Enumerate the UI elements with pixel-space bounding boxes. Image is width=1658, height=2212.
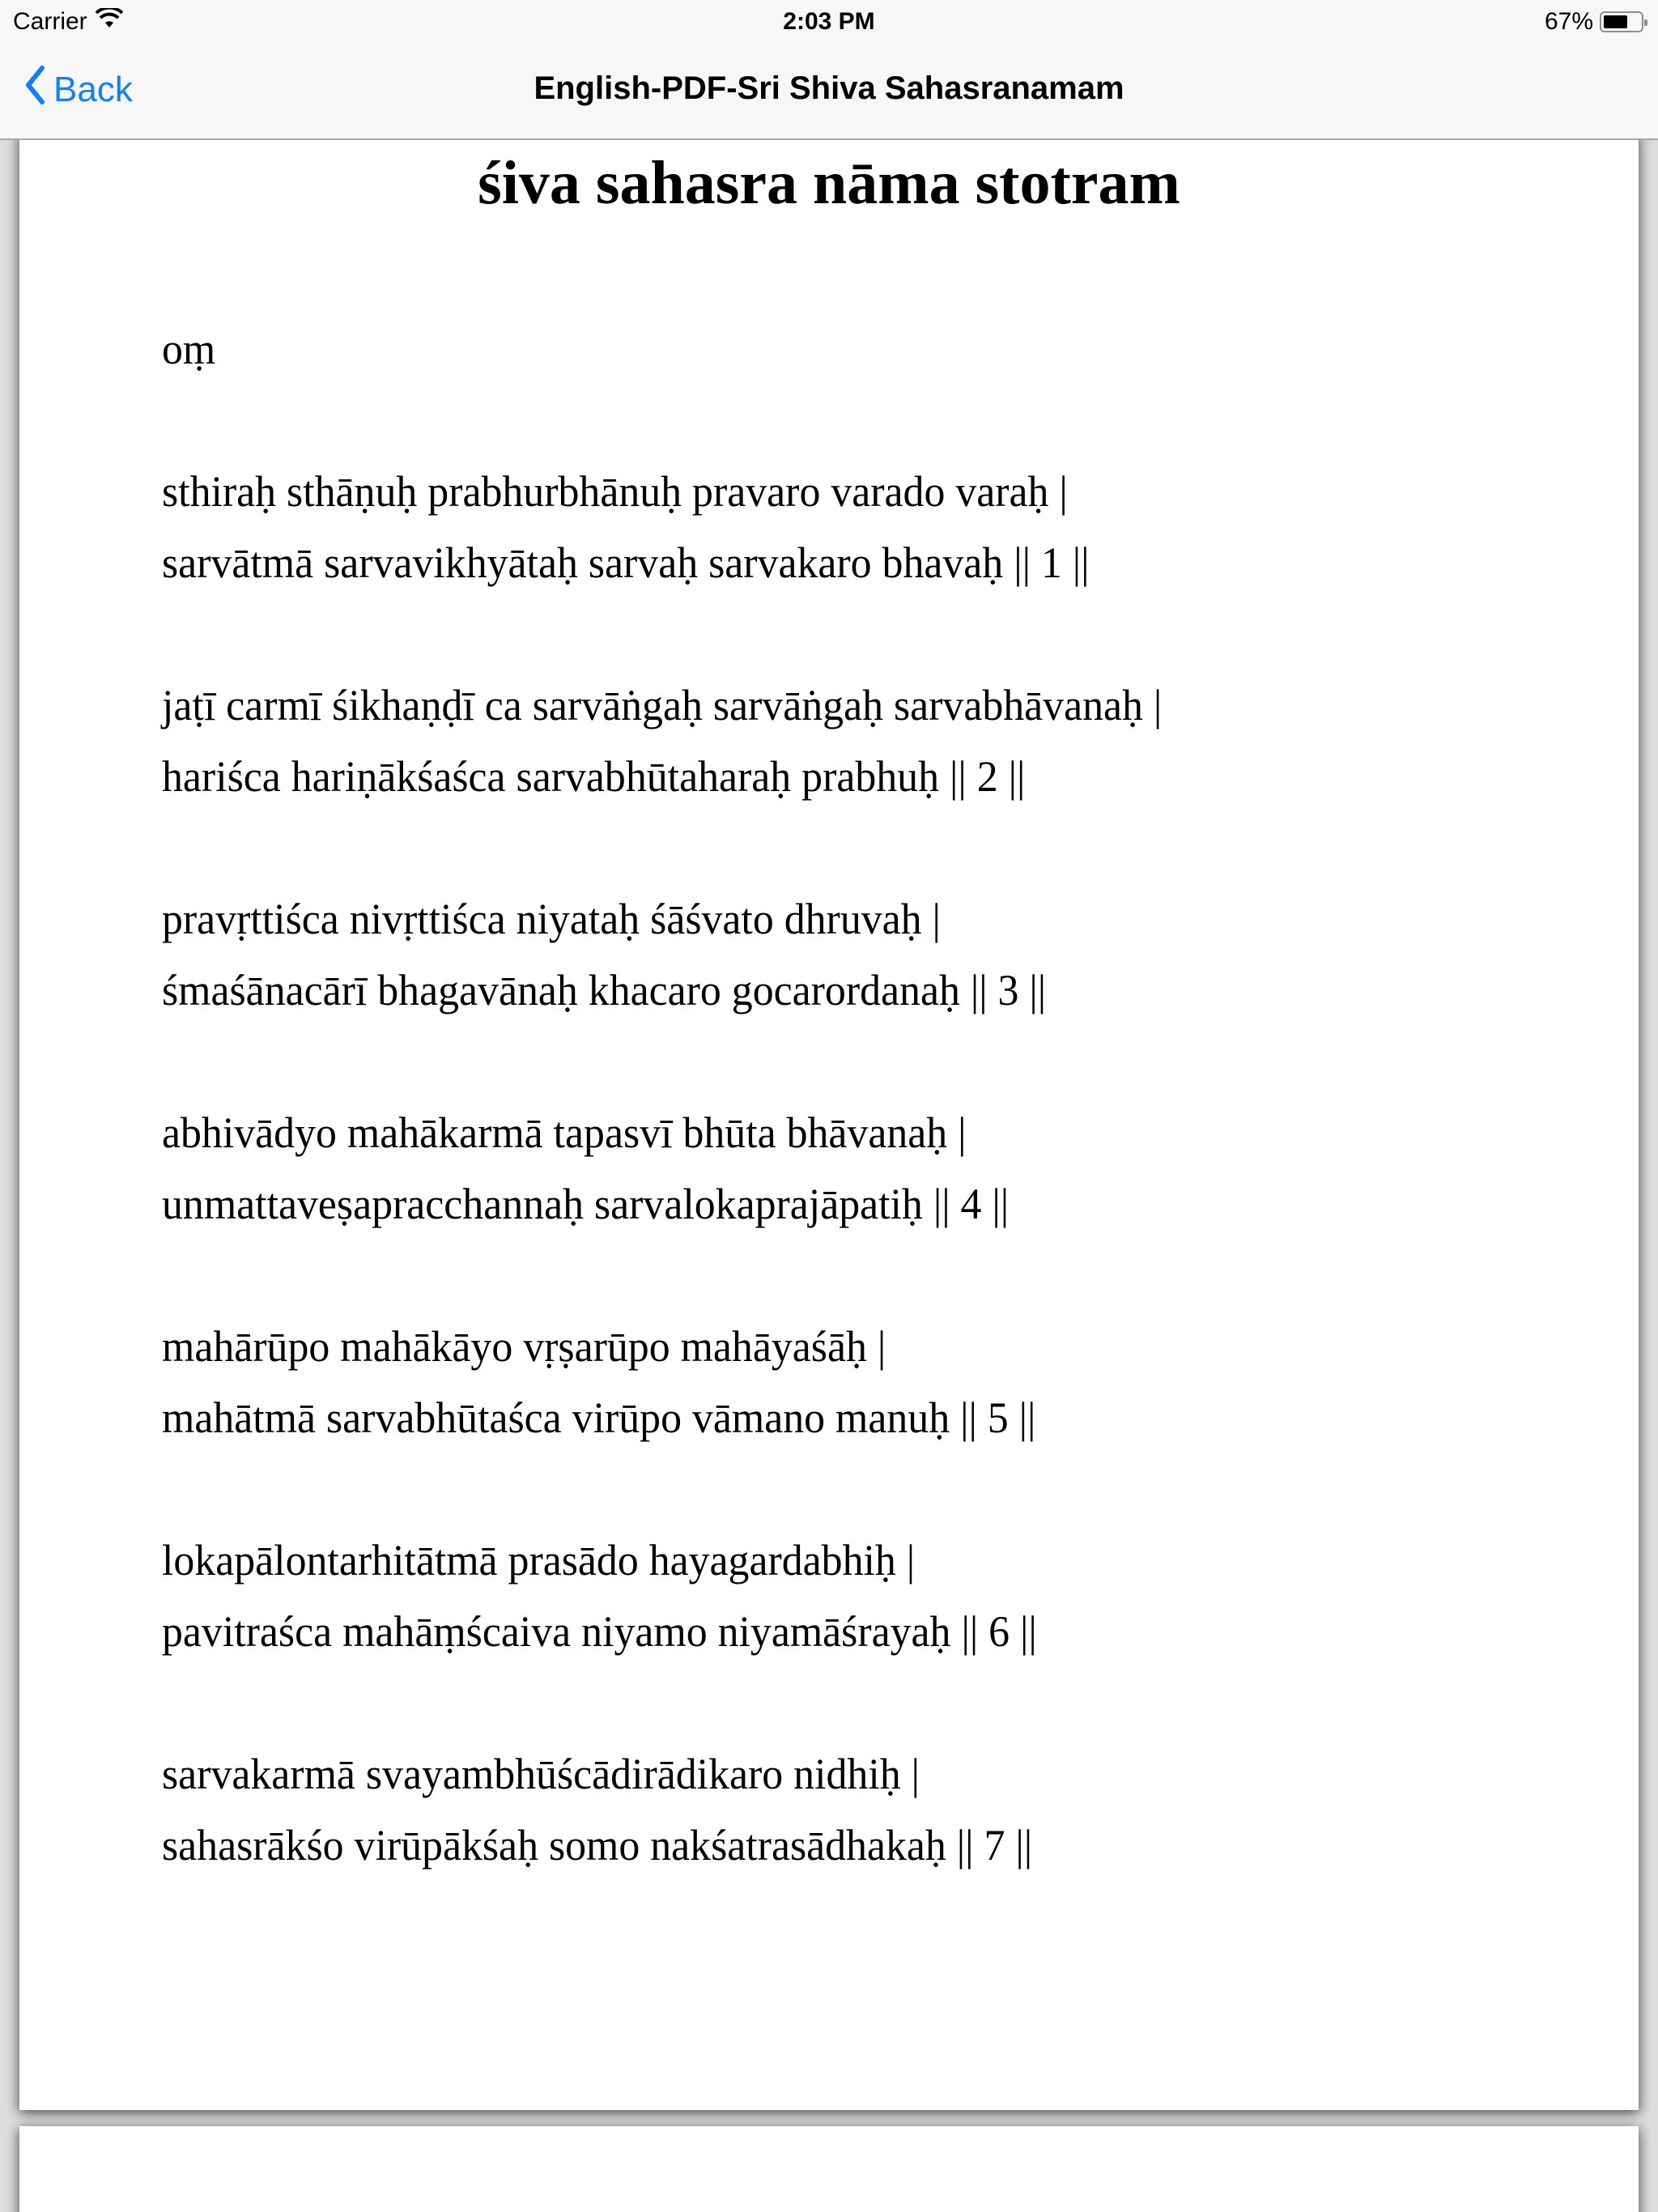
verse-5-line-2: mahātmā sarvabhūtaśca virūpo vāmano manuḥ || 5 || [162,1393,1036,1442]
carrier-label: Carrier [13,8,87,35]
verse-7-line-1: sarvakarmā svayambhūścādirādikaro nidhiḥ | [162,1750,920,1798]
pdf-page-1 [19,140,1639,2110]
battery-icon [1600,11,1643,32]
status-bar [0,0,1658,45]
verse-3-line-2: śmaśānacārī bhagavānaḥ khacaro gocarordanaḥ || 3 || [162,966,1047,1015]
page-title: English-PDF-Sri Shiva Sahasranamam [534,70,1124,106]
status-time: 2:03 PM [783,8,875,35]
pdf-viewer[interactable] [0,140,1658,2212]
pdf-page-2 [19,2126,1639,2212]
verse-2-line-1: jaṭī carmī śikhaṇḍī ca sarvāṅgaḥ sarvāṅgaḥ sarvabhāvanaḥ | [162,681,1163,730]
battery-indicator [1545,8,1643,36]
verse-4-line-2: unmattaveṣapracchannaḥ sarvalokaprajāpatiḥ || 4 || [162,1180,1010,1228]
battery-percent: 67% [1544,8,1593,35]
navigation-bar [0,45,1658,140]
verse-6-line-1: lokapālontarhitātmā prasādo hayagardabhiḥ | [162,1536,916,1585]
document-title: śiva sahasra nāma stotram [478,149,1180,217]
verse-1-line-1: sthiraḥ sthāṇuḥ prabhurbhānuḥ pravaro varado varaḥ | [162,467,1068,516]
verse-1-line-2: sarvātmā sarvavikhyātaḥ sarvaḥ sarvakaro bhavaḥ || 1 || [162,538,1090,587]
back-label: Back [53,69,133,109]
invocation-line: oṃ [162,325,216,373]
verse-5-line-1: mahārūpo mahākāyo vṛṣarūpo mahāyaśāḥ | [162,1322,886,1371]
verse-6-line-2: pavitraśca mahāṃścaiva niyamo niyamāśrayaḥ || 6 || [162,1607,1037,1656]
verse-3-line-1: pravṛttiśca nivṛttiśca niyataḥ śāśvato dhruvaḥ | [162,895,941,943]
verse-7-line-2: sahasrākśo virūpākśaḥ somo nakśatrasādhakaḥ || 7 || [162,1821,1033,1870]
verse-2-line-2: hariśca hariṇākśaśca sarvabhūtaharaḥ prabhuḥ || 2 || [162,752,1026,801]
verse-4-line-1: abhivādyo mahākarmā tapasvī bhūta bhāvanaḥ | [162,1108,967,1157]
